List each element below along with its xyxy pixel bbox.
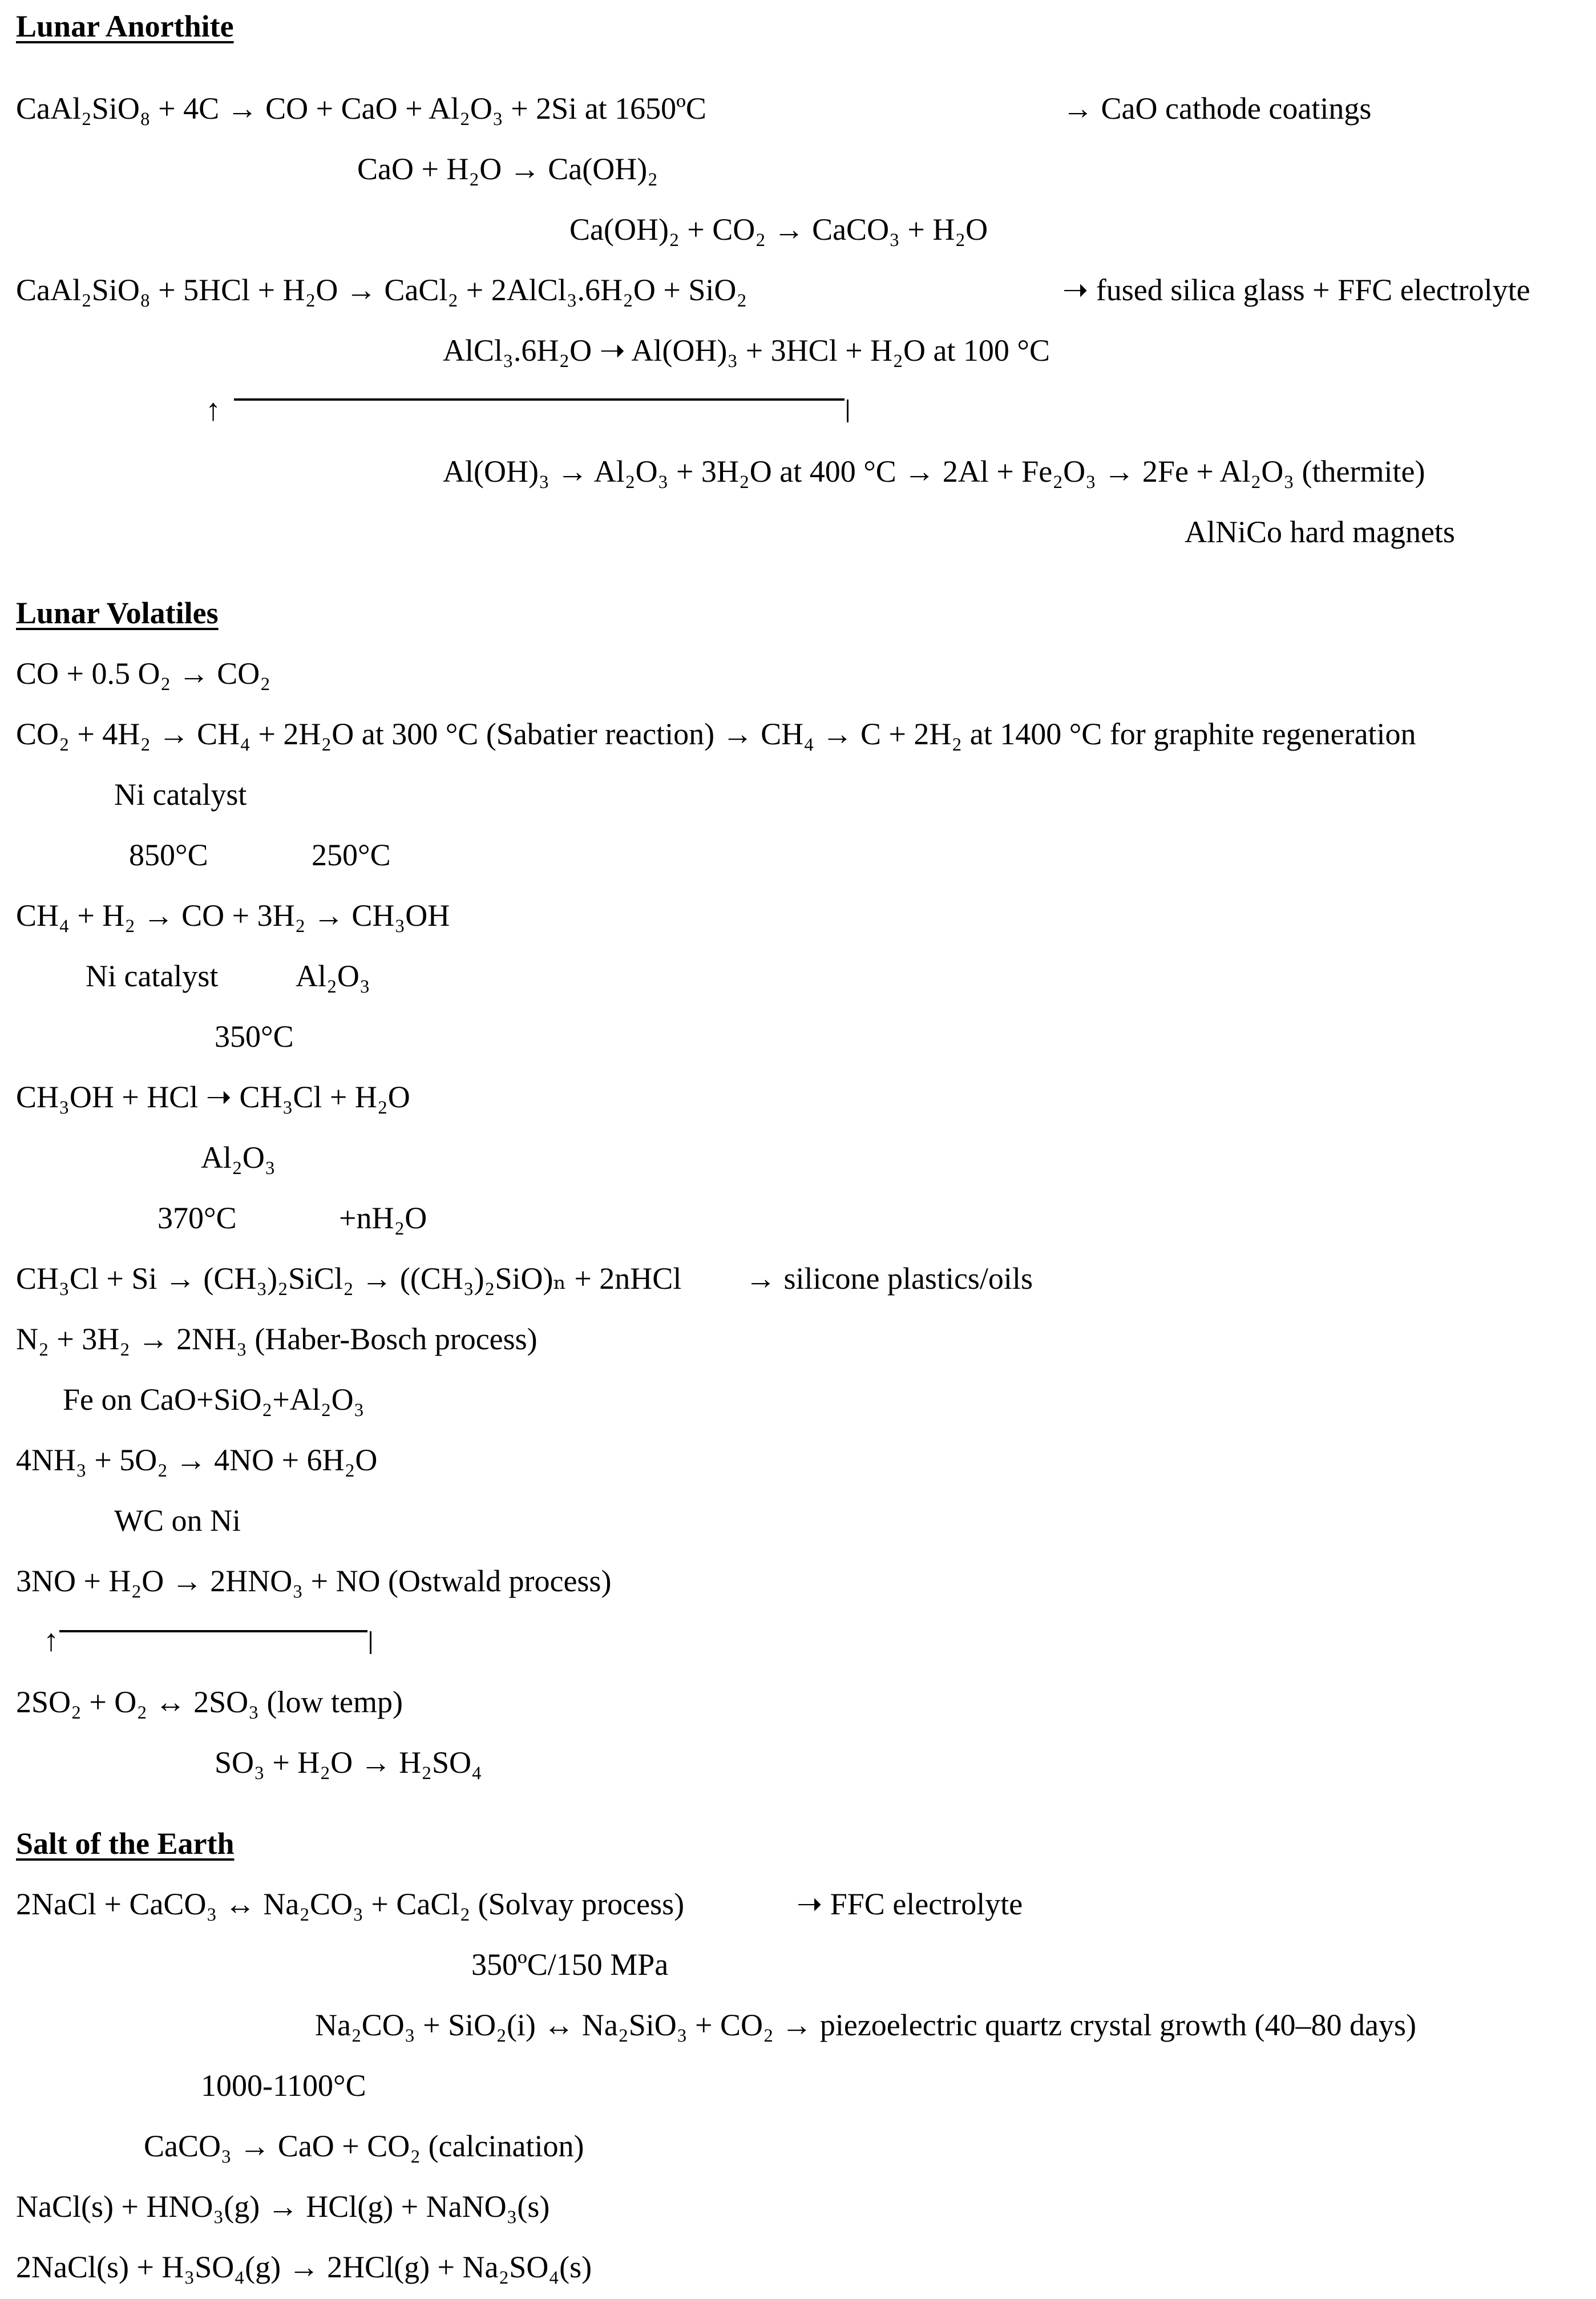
- equation-solvay: 2NaCl + CaCO₃ ↔ Na₂CO₃ + CaCl₂ (Solvay process): [16, 1887, 685, 1921]
- product-note-cao-cathode: → CaO cathode coatings: [1062, 91, 1372, 126]
- recycle-arrow-up-icon-2: ↑: [43, 1623, 59, 1657]
- equation-co-oxidation: CO + 0.5 O₂ → CO₂: [16, 656, 271, 691]
- catalyst-label-al2o3: Al₂O₃: [296, 959, 370, 993]
- equation-methanol-synthesis: CH₄ + H₂ → CO + 3H₂ → CH₃OH: [16, 898, 450, 933]
- equation-haber-bosch: N₂ + 3H₂ → 2NH₃ (Haber-Bosch process): [16, 1322, 538, 1356]
- equation-quartz-growth: Na₂CO₃ + SiO₂(i) ↔ Na₂SiO₃ + CO₂ → piezoelectric quartz crystal growth (40–80 days): [315, 2008, 1416, 2042]
- catalyst-label-ni: Ni catalyst: [114, 777, 247, 812]
- product-note-fused-silica: ➝ fused silica glass + FFC electrolyte: [1062, 273, 1530, 307]
- equation-cao-hydration: CaO + H₂O → Ca(OH)₂: [357, 152, 658, 186]
- catalyst-label-ni-2: Ni catalyst: [86, 959, 219, 993]
- section-title-salt-of-the-earth: Salt of the Earth: [16, 1826, 235, 1861]
- condition-250c: 250°C: [312, 838, 391, 872]
- equation-aloh3-calcination-thermite: Al(OH)₃ → Al₂O₃ + 3H₂O at 400 °C → 2Al + Fe₂O₃ → 2Fe + Al₂O₃ (thermite): [443, 454, 1425, 489]
- product-note-ffc-electrolyte: ➝ FFC electrolyte: [797, 1887, 1023, 1921]
- equation-ostwald: 3NO + H₂O → 2HNO₃ + NO (Ostwald process): [16, 1564, 612, 1598]
- product-note-alnico: AlNiCo hard magnets: [1185, 515, 1455, 549]
- equation-caoh2-carbonation: Ca(OH)₂ + CO₂ → CaCO₃ + H₂O: [569, 212, 988, 247]
- recycle-loop-line: [234, 398, 845, 401]
- condition-350c: 350°C: [215, 1019, 294, 1054]
- equation-nacl-hno3: NaCl(s) + HNO₃(g) → HCl(g) + NaNO₃(s): [16, 2189, 550, 2224]
- equation-nacl-h2so4: 2NaCl(s) + H₃SO₄(g) → 2HCl(g) + Na₂SO₄(s): [16, 2250, 592, 2284]
- equation-sabatier: CO₂ + 4H₂ → CH₄ + 2H₂O at 300 °C (Sabatier reaction) → CH₄ → C + 2H₂ at 1400 °C for graphite regeneration: [16, 717, 1416, 751]
- recycle-loop-bar: [847, 400, 848, 422]
- equation-silicone: CH₃Cl + Si → (CH₃)₂SiCl₂ → ((CH₃)₂SiO)ₙ + 2nHCl: [16, 1261, 682, 1296]
- equation-calcination: CaCO₃ → CaO + CO₂ (calcination): [144, 2129, 584, 2163]
- equation-alcl3-decomposition: AlCl₃.6H₂O ➝ Al(OH)₃ + 3HCl + H₂O at 100 °C: [443, 333, 1050, 368]
- equation-ammonia-oxidation: 4NH₃ + 5O₂ → 4NO + 6H₂O: [16, 1443, 378, 1477]
- condition-370c: 370°C: [157, 1201, 237, 1235]
- recycle-loop-line-2: [59, 1630, 367, 1632]
- condition-1000-1100c: 1000-1100°C: [201, 2068, 366, 2103]
- condition-350c-150mpa: 350ºC/150 MPa: [471, 1947, 669, 1982]
- equation-anorthite-carbothermal: CaAl₂SiO₈ + 4C → CO + CaO + Al₂O₃ + 2Si at 1650ºC: [16, 91, 706, 126]
- equation-methyl-chloride: CH₃OH + HCl ➝ CH₃Cl + H₂O: [16, 1080, 410, 1114]
- equation-anorthite-hcl-leach: CaAl₂SiO₈ + 5HCl + H₂O → CaCl₂ + 2AlCl₃.6H₂O + SiO₂: [16, 273, 748, 307]
- recycle-loop-bar-2: [370, 1631, 371, 1654]
- recycle-arrow-up-icon: ↑: [205, 393, 221, 427]
- equation-so2-oxidation: 2SO₂ + O₂ ↔ 2SO₃ (low temp): [16, 1685, 403, 1719]
- section-title-lunar-volatiles: Lunar Volatiles: [16, 596, 219, 630]
- product-note-silicone: → silicone plastics/oils: [745, 1261, 1033, 1296]
- condition-850c: 850°C: [129, 838, 208, 872]
- equation-sulfuric-acid: SO₃ + H₂O → H₂SO₄: [215, 1745, 482, 1780]
- catalyst-label-wc: WC on Ni: [114, 1503, 241, 1538]
- catalyst-label-fe: Fe on CaO+SiO₂+Al₂O₃: [63, 1382, 365, 1417]
- catalyst-label-al2o3-2: Al₂O₃: [201, 1140, 276, 1175]
- condition-nh2o: +nH₂O: [339, 1201, 427, 1235]
- section-title-lunar-anorthite: Lunar Anorthite: [16, 9, 234, 43]
